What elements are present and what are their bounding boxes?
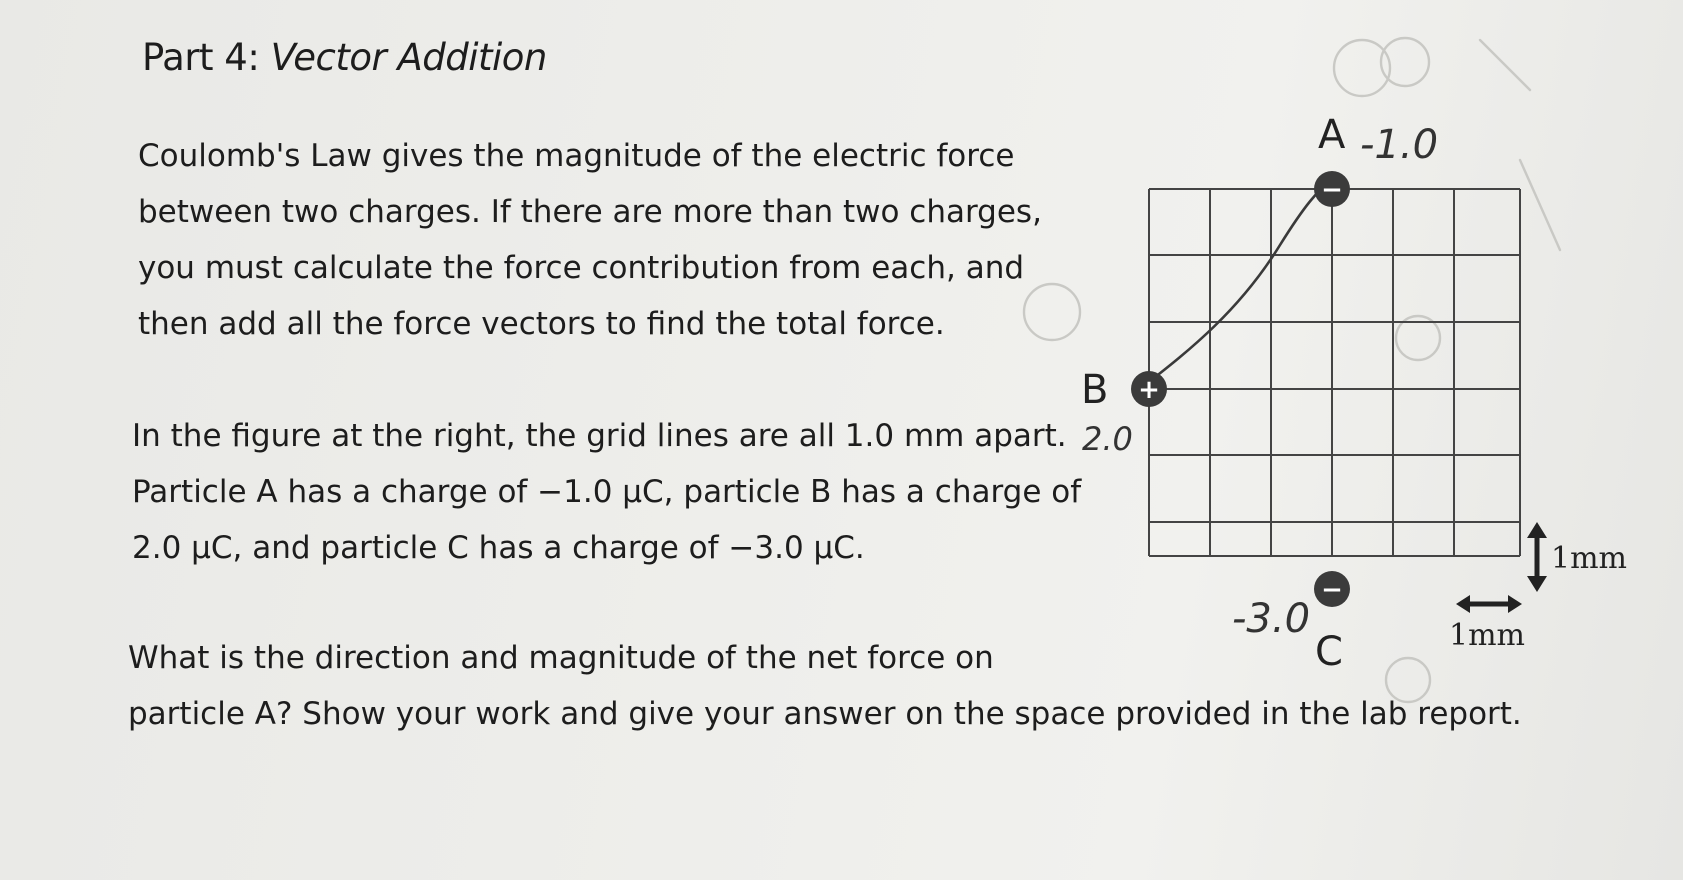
text-line: 2.0 µC, and particle C has a charge of −3.0 µC.: [132, 530, 865, 566]
text-line: Coulomb's Law gives the magnitude of the electric force: [138, 138, 1015, 174]
particle-b: [1081, 367, 1167, 413]
text-line: between two charges. If there are more than two charges,: [138, 194, 1042, 230]
vertical-scale-label: 1mm: [1551, 541, 1627, 576]
title-emphasis: Vector Addition: [270, 36, 547, 79]
handwritten-charge-b: 2.0: [1082, 420, 1133, 458]
text-line: then add all the force vectors to find the total force.: [138, 306, 945, 342]
handwritten-line-b-to-a: [1145, 182, 1330, 385]
text-line: What is the direction and magnitude of the net force on: [128, 640, 994, 676]
handwritten-charge-a: -1.0: [1360, 122, 1439, 168]
grid: [1149, 189, 1520, 556]
arrow-up-icon: [1527, 522, 1547, 538]
vertical-scale: [1527, 522, 1627, 592]
horizontal-scale-label: 1mm: [1449, 618, 1525, 653]
charge-sign: −: [1321, 175, 1343, 205]
handwritten-charge-c: -3.0: [1232, 596, 1311, 642]
charge-sign: −: [1321, 575, 1343, 605]
particle-a: [1314, 112, 1350, 207]
arrow-left-icon: [1456, 595, 1470, 613]
text-line: particle A? Show your work and give your answer on the space provided in the lab report.: [128, 696, 1522, 732]
title-prefix: Part 4:: [142, 36, 271, 79]
text-line: Particle A has a charge of −1.0 µC, particle B has a charge of: [132, 474, 1082, 510]
particle-label-a: A: [1318, 112, 1346, 158]
text-line: you must calculate the force contribution from each, and: [138, 250, 1025, 286]
arrow-right-icon: [1508, 595, 1522, 613]
horizontal-scale: [1449, 595, 1525, 653]
particle-label-c: C: [1315, 629, 1343, 675]
arrow-down-icon: [1527, 576, 1547, 592]
particle-label-b: B: [1081, 367, 1109, 413]
charge-sign: +: [1138, 375, 1160, 405]
particle-c: [1314, 571, 1350, 675]
text-line: In the figure at the right, the grid lines are all 1.0 mm apart.: [132, 418, 1067, 454]
